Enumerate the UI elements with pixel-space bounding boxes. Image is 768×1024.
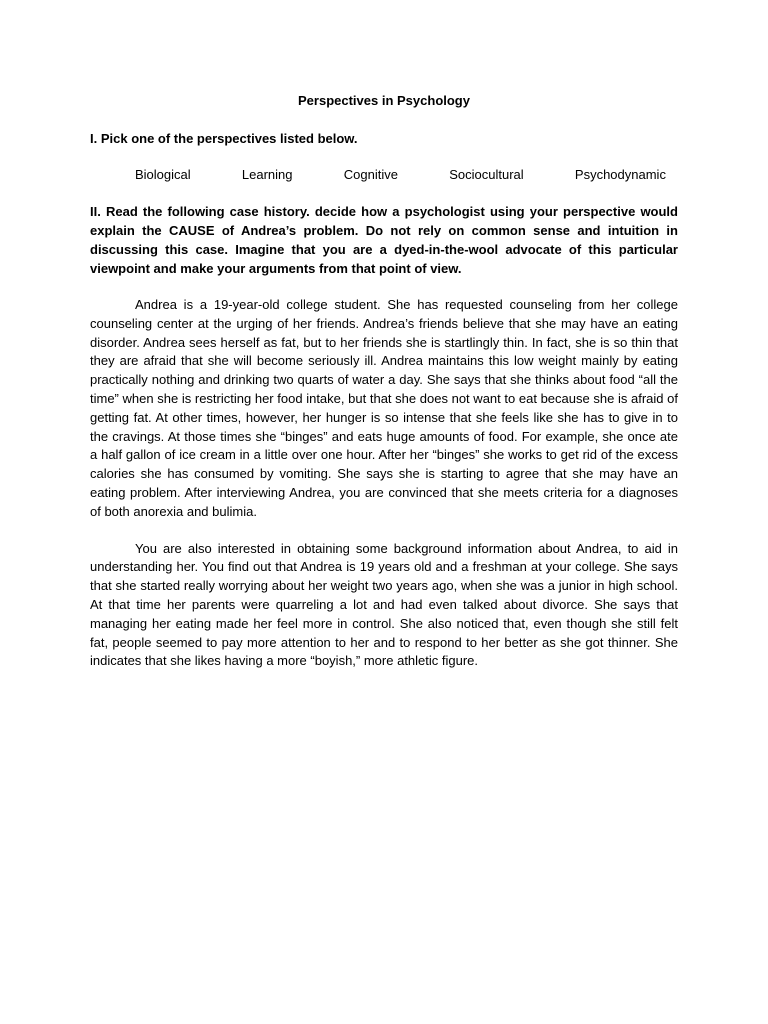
background-paragraph: You are also interested in obtaining some background information about Andrea, to aid in understanding her. You find out that Andrea is 19 years old and a freshman at your college. She says that she started really worrying about her weight two years ago, when she was a junior in high school. At that time her parents were quarreling a lot and had even talked about divorce. She says that managing her eating made her feel more in control. She also noticed that, even though she still felt fat, people seemed to pay more attention to her and to respond to her better as she got thinner. She indicates that she likes having a more “boyish,” more athletic figure. (90, 540, 678, 669)
perspective-item: Learning (241, 167, 293, 182)
section-2-instruction: II. Read the following case history. decide how a psychologist using your perspective would explain the CAUSE of Andrea’s problem. Do not rely on common sense and intuition in discussing this case. Imagine that you are a dyed-in-the-wool advocate of this particular viewpoint and make your arguments from that point of view. (90, 204, 678, 276)
perspective-item: Cognitive (343, 167, 398, 182)
perspective-item: Psychodynamic (574, 167, 666, 182)
section-1-heading: I. Pick one of the perspectives listed below. (90, 131, 358, 146)
perspective-item: Sociocultural (449, 167, 524, 182)
page-title: Perspectives in Psychology (298, 93, 470, 108)
perspective-item: Biological (135, 167, 191, 182)
perspectives-list (135, 166, 666, 184)
case-paragraph: Andrea is a 19-year-old college student. She has requested counseling from her college counseling center at the urging of her friends. Andrea’s friends believe that she may have an eating disorder. Andrea sees herself as fat, but to her friends she is startlingly thin. In fact, she is so thin that they are afraid that she will become seriously ill. Andrea maintains this low weight mainly by eating practically nothing and drinking two quarts of water a day. She says that she thinks about food “all the time” when she is restricting her food intake, but that she does not want to eat because she is afraid of getting fat. At other times, however, her hunger is so intense that she feels like she has to give in to the cravings. At those times she “binges” and eats huge amounts of food. For example, she once ate a half gallon of ice cream in a little over one hour. After her “binges” she works to get rid of the excess calories she has consumed by vomiting. She says she is starting to agree that she may have an eating problem. After interviewing Andrea, you are convinced that she meets criteria for a diagnoses of both anorexia and bulimia. (90, 297, 678, 519)
